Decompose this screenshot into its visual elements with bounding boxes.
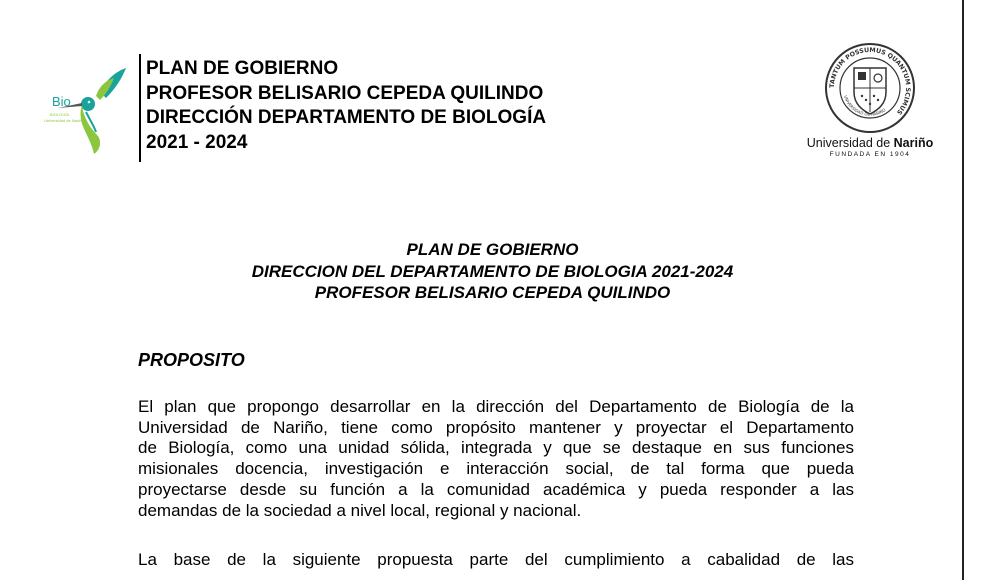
biology-logo — [38, 62, 134, 158]
university-name-part-1: Universidad de — [806, 136, 894, 150]
header-text-block — [146, 57, 546, 155]
paragraph-line: La base de la siguiente propuesta parte del cumplimiento a cabalidad de las — [138, 550, 854, 569]
svg-text:UNIVERSIDAD DE NARIÑO: UNIVERSIDAD DE NARIÑO — [843, 94, 887, 117]
university-seal-icon — [824, 42, 916, 134]
header-line-3: DIRECCIÓN DEPARTAMENTO DE BIOLOGÍA — [146, 107, 547, 128]
university-name-part-2: Nariño — [893, 136, 934, 150]
title-line-3: PROFESOR BELISARIO CEPEDA QUILINDO — [314, 283, 671, 302]
university-name — [804, 136, 936, 150]
title-line-1: PLAN DE GOBIERNO — [406, 240, 579, 259]
paragraph-line: El plan que propongo desarrollar en la dirección del Departamento de Biología de la — [138, 397, 854, 416]
paragraph-line: Universidad de Nariño, tiene como propósito mantener y proyectar el Departamento — [138, 417, 854, 437]
document-title — [0, 239, 985, 304]
bio-logo-tagline-1: BIOLOGÍA — [50, 112, 70, 117]
svg-text:TANTUM POSSUMUS QUANTUM SCIMUS: TANTUM POSSUMUS QUANTUM SCIMUS — [828, 46, 912, 116]
paragraph-proposito — [138, 397, 854, 521]
title-line-2: DIRECCION DEL DEPARTAMENTO DE BIOLOGIA 2021-2024 — [251, 261, 734, 281]
header-line-2: PROFESOR BELISARIO CEPEDA QUILINDO — [146, 82, 544, 104]
university-logo — [804, 42, 936, 164]
header-line-1: PLAN DE GOBIERNO — [146, 58, 339, 79]
paragraph-line: misionales docencia, investigación e interacción social, de tal forma que pueda — [138, 459, 854, 479]
paragraph-line: proyectarse desde su función a la comunidad académica y pueda responder a las — [138, 479, 854, 499]
hummingbird-icon — [38, 62, 134, 158]
section-heading: PROPOSITO — [138, 350, 245, 370]
paragraph-base — [138, 550, 854, 571]
university-founded: FUNDADA EN 1904 — [829, 151, 911, 158]
paragraph-line: de Biología, como una unidad sólida, integrada y que se destaque en sus funciones — [138, 438, 854, 458]
header-line-4: 2021 - 2024 — [146, 131, 248, 153]
bio-logo-tagline-2: Universidad de Nariño — [44, 118, 84, 123]
paragraph-line: demandas de la sociedad a nivel local, regional y nacional. — [138, 500, 582, 520]
bio-logo-text: Bio — [52, 94, 71, 109]
header-divider — [139, 54, 141, 162]
